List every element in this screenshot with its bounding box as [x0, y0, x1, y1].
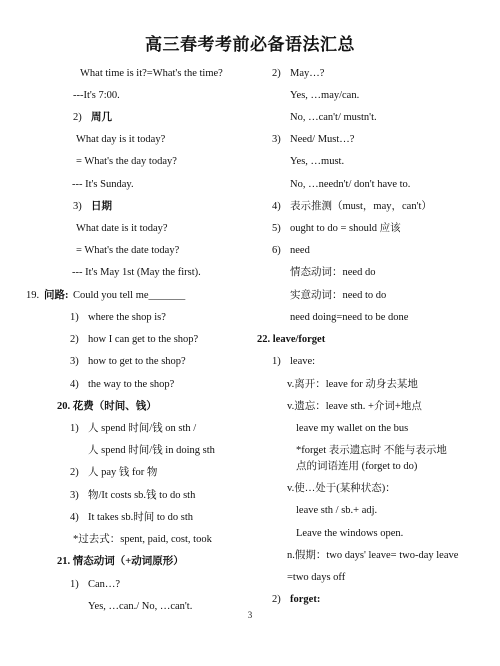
left-text-line: It takes sb.时间 to do sth	[88, 512, 193, 523]
left-text-line: --- It's Sunday.	[72, 179, 134, 190]
left-text-line: 物/It costs sb.钱 to do sth	[88, 490, 196, 501]
right-text-line: 6)	[272, 245, 281, 256]
left-text-line: 20. 花费（时间、钱）	[57, 401, 157, 412]
right-text-line: No, …can't/ mustn't.	[290, 112, 377, 123]
left-text-line: 21. 情态动词（+动词原形）	[57, 556, 184, 567]
left-text-line: 周几	[91, 112, 112, 123]
left-text-line: 4)	[70, 512, 79, 523]
left-text-line: 2)	[70, 467, 79, 478]
left-text-line: 1)	[70, 579, 79, 590]
left-text-line: = What's the day today?	[76, 156, 177, 167]
right-text-line: 2)	[272, 68, 281, 79]
left-text-line: = What's the date today?	[76, 245, 180, 256]
right-text-line: 实意动词：need to do	[290, 290, 387, 301]
right-text-line: leave:	[290, 356, 316, 367]
right-text-line: need	[290, 245, 310, 256]
right-text-line: 2)	[272, 594, 281, 605]
right-text-line: 点的词语连用 (forget to do)	[296, 461, 418, 472]
right-text-line: Leave the windows open.	[296, 528, 404, 539]
left-text-line: Yes, …can./ No, …can't.	[88, 601, 193, 612]
left-text-line: What time is it?=What's the time?	[80, 68, 223, 79]
left-text-line: where the shop is?	[88, 312, 166, 323]
left-text-line: *过去式：spent, paid, cost, took	[73, 534, 212, 545]
page-number: 3	[247, 610, 253, 620]
right-text-line: leave my wallet on the bus	[296, 423, 409, 434]
right-text-line: *forget 表示遗忘时 不能与表示地	[296, 445, 447, 456]
left-text-line: What day is it today?	[76, 134, 166, 145]
left-text-line: 1)	[70, 312, 79, 323]
right-text-line: Need/ Must…?	[290, 134, 355, 145]
right-text-line: 情态动词：need do	[290, 267, 376, 278]
right-text-line: 22. leave/forget	[257, 334, 326, 345]
right-text-line: v.遗忘：leave sth. +介词+地点	[287, 401, 422, 412]
left-text-line: Can…?	[88, 579, 121, 590]
left-text-line: Could you tell me_______	[73, 290, 186, 301]
left-text-line: 问路:	[44, 290, 69, 301]
left-text-line: --- It's May 1st (May the first).	[72, 267, 201, 278]
left-text-line: 3)	[70, 490, 79, 501]
right-text-line: 4)	[272, 201, 281, 212]
right-text-line: May…?	[290, 68, 325, 79]
left-text-line: 3)	[73, 201, 82, 212]
right-text-line: need doing=need to be done	[290, 312, 409, 323]
left-text-line: ---It's 7:00.	[73, 90, 120, 101]
right-text-line: Yes, …must.	[290, 156, 345, 167]
right-text-line: 1)	[272, 356, 281, 367]
left-text-line: 人 spend 时间/钱 in doing sth	[88, 445, 215, 456]
right-text-line: v.离开：leave for 动身去某地	[287, 379, 418, 390]
left-text-line: the way to the shop?	[88, 379, 175, 390]
left-text-line: 1)	[70, 423, 79, 434]
right-text-line: n.假期：two days' leave= two-day leave	[287, 550, 459, 561]
right-text-line: leave sth / sb.+ adj.	[296, 505, 378, 516]
left-text-line: 2)	[70, 334, 79, 345]
right-text-line: 5)	[272, 223, 281, 234]
right-text-line: Yes, …may/can.	[290, 90, 360, 101]
right-text-line: =two days off	[287, 572, 346, 583]
left-text-line: how to get to the shop?	[88, 356, 186, 367]
right-text-line: forget:	[290, 594, 321, 605]
left-text-line: 19.	[26, 290, 40, 301]
right-text-line: 表示推测（must，may，can't）	[290, 201, 432, 212]
left-text-line: 2)	[73, 112, 82, 123]
page-title: 高三春考考前必备语法汇总	[145, 35, 355, 55]
left-text-line: 人 spend 时间/钱 on sth /	[88, 423, 197, 434]
right-text-line: ought to do = should 应该	[290, 223, 401, 234]
left-text-line: 4)	[70, 379, 79, 390]
right-text-line: 3)	[272, 134, 281, 145]
left-text-line: 人 pay 钱 for 物	[88, 467, 158, 478]
left-text-line: 3)	[70, 356, 79, 367]
left-text-line: 日期	[91, 201, 112, 212]
left-text-line: What date is it today?	[76, 223, 168, 234]
left-text-line: how I can get to the shop?	[88, 334, 199, 345]
right-text-line: No, …needn't/ don't have to.	[290, 179, 411, 190]
right-text-line: v.使…处于(某种状态)：	[287, 483, 396, 494]
